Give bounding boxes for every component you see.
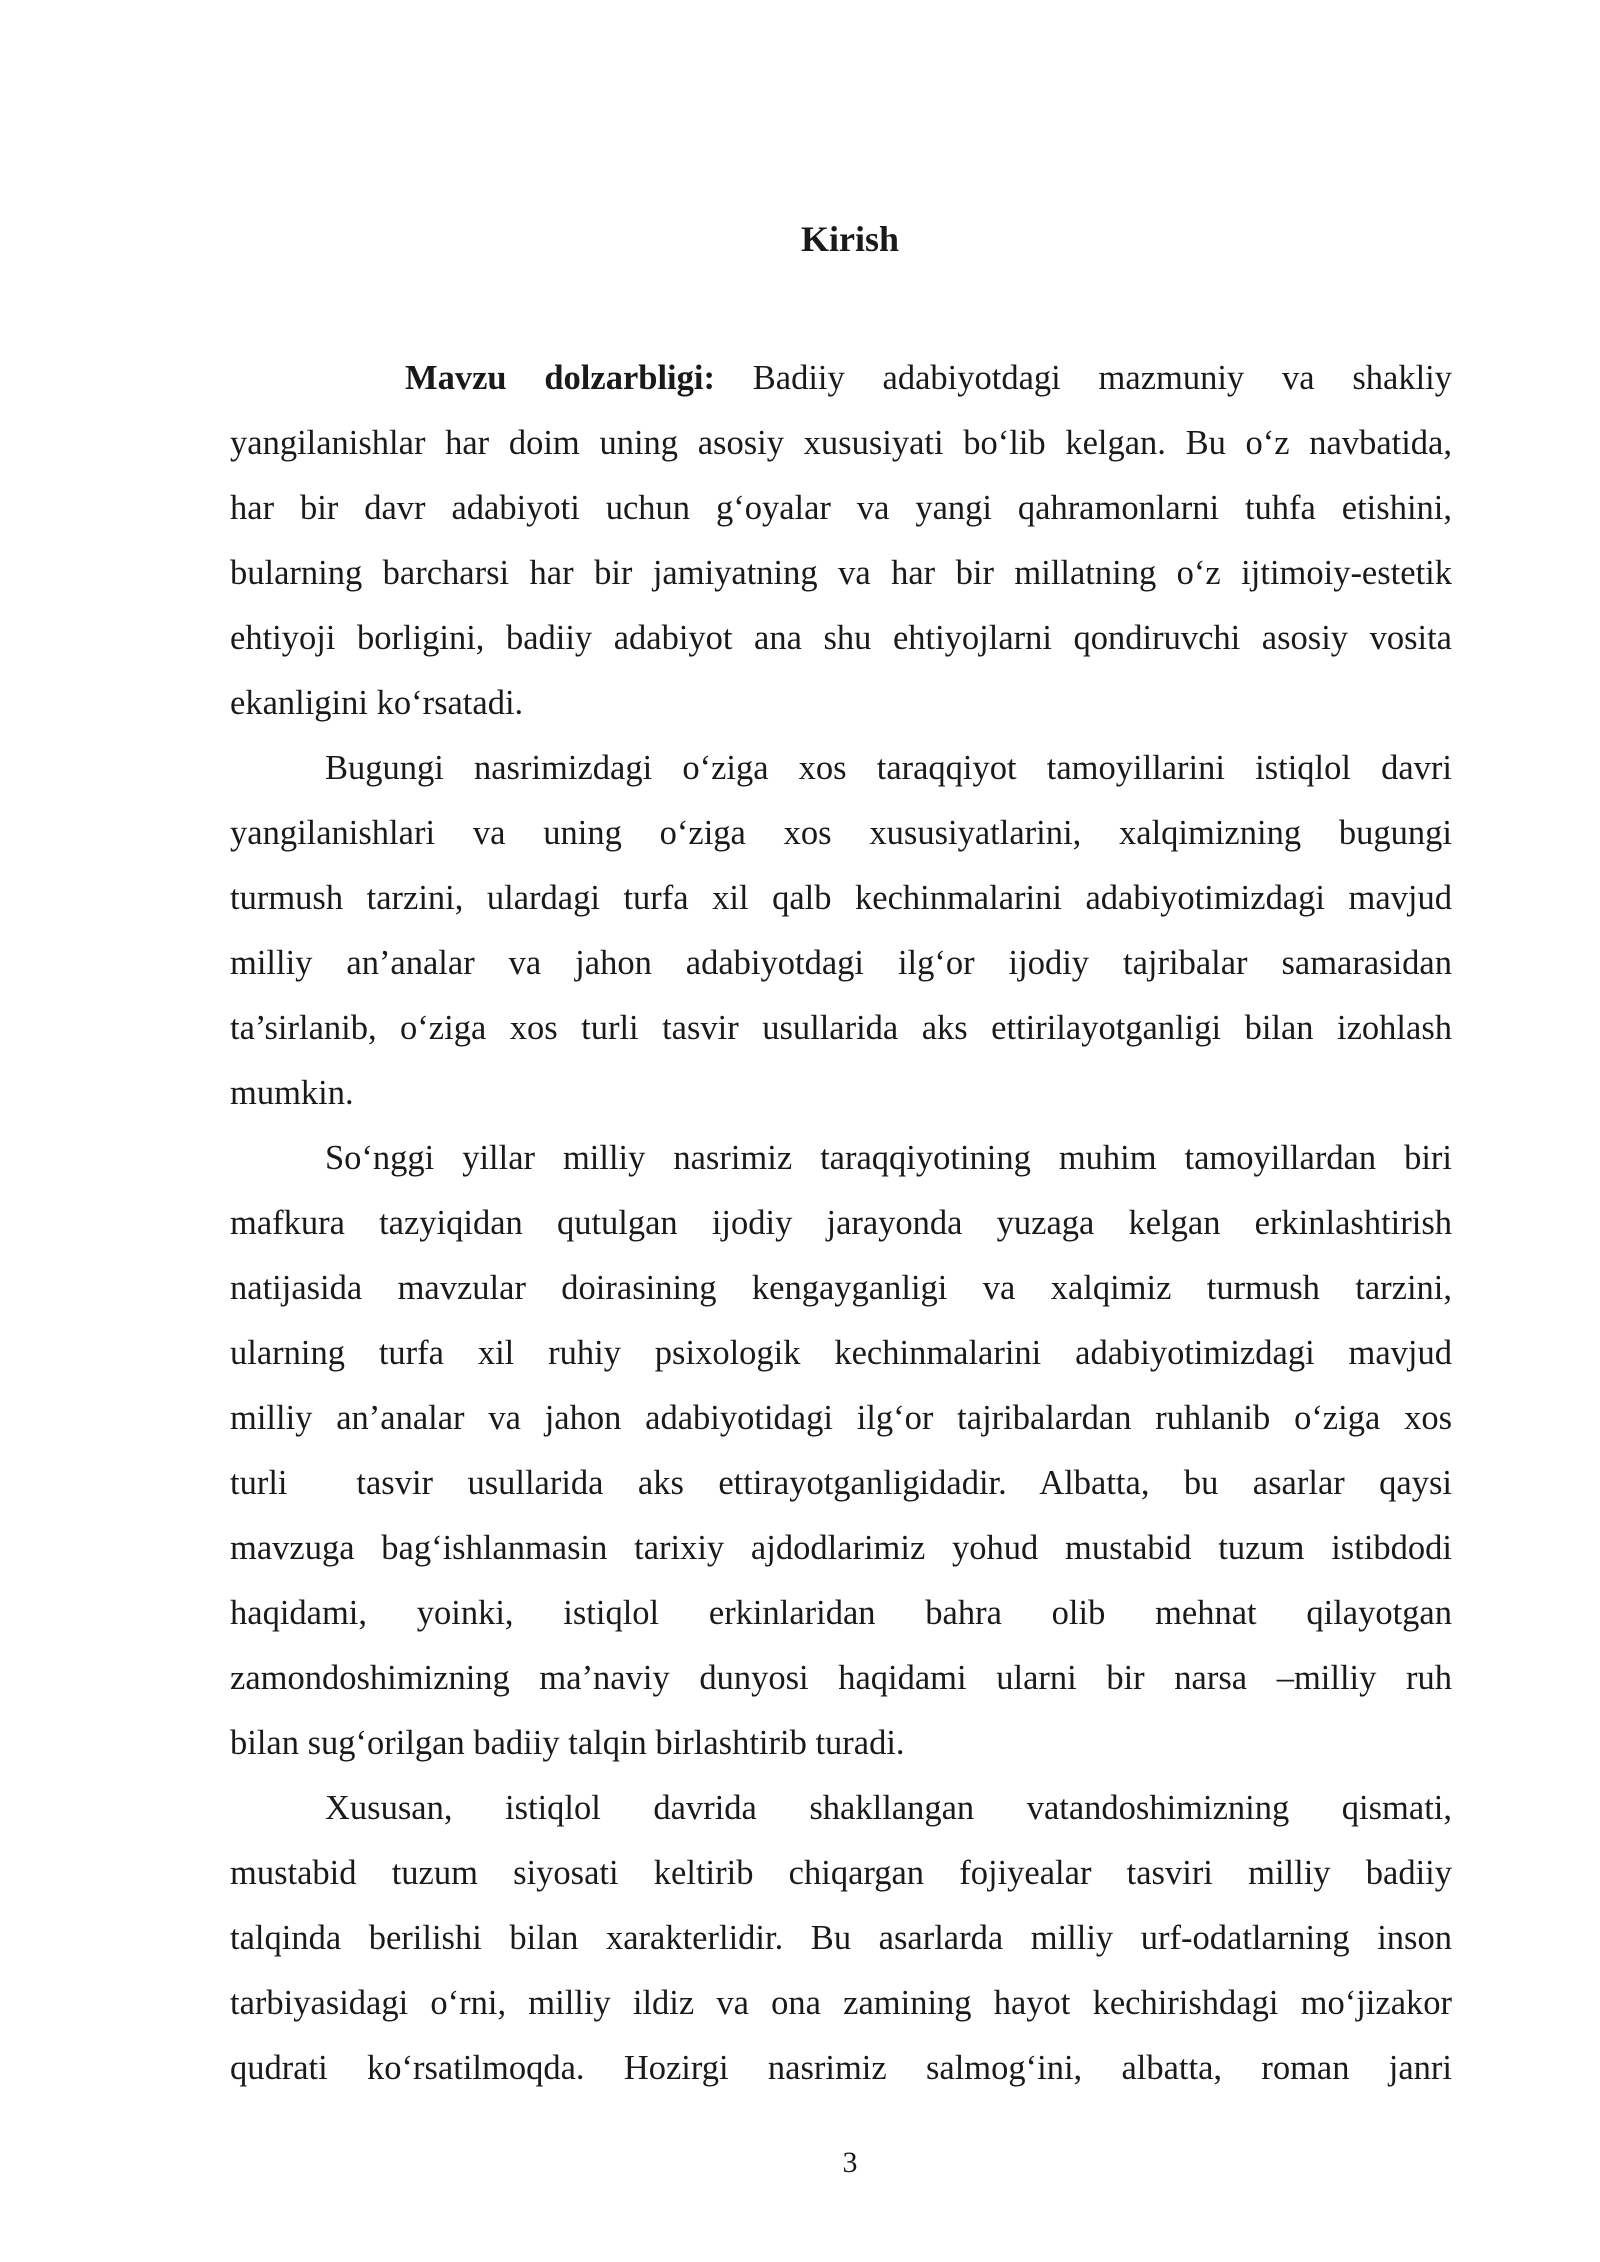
paragraph-line: ehtiyoji borligini, badiiy adabiyot ana shu ehtiyojlarni qondiruvchi asosiy vosita xyxy=(230,619,1452,657)
paragraph-line: ta’sirlanib, o‘ziga xos turli tasvir usullarida aks ettirilayotganligi bilan izohlash xyxy=(230,1009,1452,1047)
paragraph-4 xyxy=(230,1776,1452,2101)
paragraph-line: Bugungi nasrimizdagi o‘ziga xos taraqqiyot tamoyillarini istiqlol davri xyxy=(325,749,1452,787)
paragraph-line: mustabid tuzum siyosati keltirib chiqargan fojiyealar tasviri milliy badiiy xyxy=(230,1854,1452,1892)
page-number: 3 xyxy=(842,2146,858,2179)
paragraph-line: mafkura tazyiqidan qutulgan ijodiy jarayonda yuzaga kelgan erkinlashtirish xyxy=(230,1204,1452,1242)
paragraph-line: har bir davr adabiyoti uchun g‘oyalar va yangi qahramonlarni tuhfa etishini, xyxy=(230,489,1452,527)
paragraph-line: milliy an’analar va jahon adabiyotidagi ilg‘or tajribalardan ruhlanib o‘ziga xos xyxy=(230,1399,1452,1437)
paragraph-line: yangilanishlar har doim uning asosiy xususiyati bo‘lib kelgan. Bu o‘z navbatida, xyxy=(230,424,1452,462)
paragraph-line: yangilanishlari va uning o‘ziga xos xususiyatlarini, xalqimizning bugungi xyxy=(230,814,1452,852)
paragraph-line: qudrati ko‘rsatilmoqda. Hozirgi nasrimiz salmog‘ini, albatta, roman janri xyxy=(230,2049,1452,2087)
paragraph-line: talqinda berilishi bilan xarakterlidir. Bu asarlarda milliy urf-odatlarning inson xyxy=(230,1919,1452,1957)
page-title: Kirish xyxy=(800,219,899,259)
paragraph-line: mumkin. xyxy=(230,1074,354,1112)
paragraph-line xyxy=(230,346,1452,411)
lead-label: Mavzu dolzarbligi: xyxy=(405,359,715,397)
paragraph-line: zamondoshimizning ma’naviy dunyosi haqidami ularni bir narsa –milliy ruh xyxy=(230,1659,1452,1697)
paragraph-line: bularning barcharsi har bir jamiyatning va har bir millatning o‘z ijtimoiy-estetik xyxy=(230,554,1452,592)
paragraph-line: Xususan, istiqlol davrida shakllangan vatandoshimizning qismati, xyxy=(325,1789,1452,1827)
body-text xyxy=(230,346,1452,2101)
paragraph-2 xyxy=(230,736,1452,1126)
paragraph-line: mavzuga bag‘ishlanmasin tarixiy ajdodlarimiz yohud mustabid tuzum istibdodi xyxy=(230,1529,1452,1567)
paragraph-line: ekanligini ko‘rsatadi. xyxy=(230,684,524,722)
paragraph-line: turmush tarzini, ulardagi turfa xil qalb kechinmalarini adabiyotimizdagi mavjud xyxy=(230,879,1452,917)
paragraph-3 xyxy=(230,1126,1452,1776)
paragraph-line: So‘nggi yillar milliy nasrimiz taraqqiyotining muhim tamoyillardan biri xyxy=(325,1139,1452,1177)
paragraph-line: turli tasvir usullarida aks ettirayotganligidadir. Albatta, bu asarlar qaysi xyxy=(230,1464,1452,1502)
line-text: Badiiy adabiyotdagi mazmuniy va shakliy xyxy=(714,359,1452,397)
paragraph-line: bilan sug‘orilgan badiiy talqin birlashtirib turadi. xyxy=(230,1724,905,1762)
paragraph-line: tarbiyasidagi o‘rni, milliy ildiz va ona zamining hayot kechirishdagi mo‘jizakor xyxy=(230,1984,1452,2022)
paragraph-line: haqidami, yoinki, istiqlol erkinlaridan bahra olib mehnat qilayotgan xyxy=(230,1594,1452,1632)
paragraph-1 xyxy=(230,346,1452,736)
paragraph-line: ularning turfa xil ruhiy psixologik kechinmalarini adabiyotimizdagi mavjud xyxy=(230,1334,1452,1372)
paragraph-line: milliy an’analar va jahon adabiyotdagi ilg‘or ijodiy tajribalar samarasidan xyxy=(230,944,1452,982)
paragraph-line: natijasida mavzular doirasining kengayganligi va xalqimiz turmush tarzini, xyxy=(230,1269,1452,1307)
